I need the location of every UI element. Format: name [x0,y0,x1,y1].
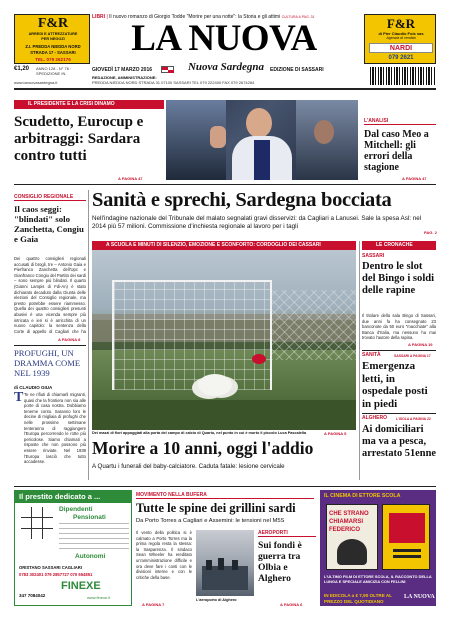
left-col-rule [14,345,86,346]
raised-hand [210,126,226,148]
sport-ref[interactable]: A PAGINA 47 [118,176,143,181]
emergenza-ref[interactable]: SASSARI A PAGINA 17 [394,354,431,358]
date: GIOVEDÌ 17 MARZO 2016 [92,67,153,73]
right-ad-phone: 079 2621 [388,55,414,61]
left-ad-box[interactable] [14,14,90,64]
fence [272,290,356,360]
bingo-kicker: LE CRONACHE [362,241,436,250]
finexe-number: 347 7084042 [19,593,46,598]
bingo-body: Il titolare della sala Bingo di Sassari, due anni fa ha consegnato 23 banconote da 50 euro "macchiate" alla Banca d'Italia, ma nessuno ha mai trovato l'autore della rapina. [362,313,436,341]
right-ad-line2: Agenzia di vendita [386,36,416,40]
finexe-sub1: Dipendenti [59,506,93,513]
grillini-body: Il vento della politica si è calmato a Porto Torres ma la prima regola resta la stessa: la trasparenza. Il sindaco Sean Wheeler ha ereditato un'amministrazione difficile e ora deve fare i conti con le divisioni interne e con le critiche della base. [136,530,192,580]
top-row-rule [14,184,436,185]
sport-photo [166,100,358,180]
goal-net [112,280,272,390]
photo-caption: Dei mazzi di fiori appoggiati alla porta del campo di calcio di Quartu, nel punto in cui è morto il piccolo Luca Pascalella [92,431,307,435]
cinema-edicola: IN EDICOLA a € 7,90 OLTRE AL PREZZO DEL QUOTIDIANO [324,593,392,604]
left-col-divider [88,190,89,480]
flowers [198,374,232,396]
right-ad-brand-strip [369,43,433,53]
address: PREDDA NIEDDA NORD STRADA 31 07100 SASSARI TEL 079 222400 FAX 079 2674284 [92,80,255,85]
emergenza-headline[interactable]: Emergenza letti, in ospedale posti in piedi [362,360,428,410]
grillini-headline[interactable]: Tutte le spine dei grillini sardi [136,501,296,515]
flag-icon [161,66,174,73]
staff-label: REDAZIONE, AMMINISTRAZIONE: [92,75,157,80]
cinema-book-line2: CHIAMARSI [329,519,363,525]
finexe-ad[interactable] [14,490,132,606]
alghero-headline[interactable]: Ai domiciliari ma va a pesca, arrestato 51enne [362,424,436,459]
analisi-kicker: L'ANALISI [364,118,436,125]
main-headline[interactable]: Sanità e sprechi, Sardegna bocciata [92,189,392,211]
grillini-kicker: MOVIMENTO NELLA BUFERA [136,492,314,499]
masthead-title[interactable]: LA NUOVA [131,18,317,59]
cinema-book-line1: CHE STRANO [329,511,369,517]
left-ad-phone: TEL. 079 262176 [35,57,71,62]
small-print: ANNO 128 - N° 76 · SPEDIZIONE IN [36,66,72,76]
speaker-head [246,108,272,138]
profughi-headline[interactable]: PROFUGHI, UN DRAMMA COME NEL 1939 [14,348,81,378]
finexe-brand: FINEXE [61,580,101,592]
finexe-lines [59,523,129,553]
right-ad-box[interactable] [364,14,436,64]
right-ad-line1: di Pier Claudio Fois sas [378,31,424,36]
aeroporti-headline[interactable]: Sui fondi è guerra tra Olbia e Alghero [258,540,302,584]
left-ad-line1: ARREDI E ATTREZZATURE [28,32,78,36]
libri-tag: LIBRI [92,14,106,20]
finexe-web[interactable]: www.finexe.it [87,595,111,600]
cinema-book-line3: FEDERICO [329,527,361,533]
photo-kicker: A SCUOLA E MINUTI DI SILENZIO, EMOZIONE E SCONFORTO: CORDOGLIO DEI CASSARI [92,241,356,250]
photo-headline[interactable]: Morire a 10 anni, oggi l'addio [92,438,314,458]
grillini-ref[interactable]: A PAGINA 7 [142,602,165,607]
libri-ref: CULTURA A PAG. 31 [281,15,315,19]
main-deck: Nell'indagine nazionale del Tribunale del malato segnalati gravi disservizi: da Cagliari a Lanusei. Sale la spesa Asl: nel 2014 più 57 milioni. Commissione d'inchiesta regionale al lavoro per i tagli [92,215,422,230]
right-ad-brand: NARDI [389,45,413,52]
cinema-kicker: IL CINEMA DI ETTORE SCOLA [324,493,401,499]
profughi-byline: di CLAUDIO GIUA [14,385,53,390]
consiglio-ref[interactable]: A PAGINA 8 [58,337,81,342]
bingo-pretitle: SASSARI [362,253,385,259]
profughi-body: Te ne rifiuti di chiamarli migranti, quasi che la frontiera non sia alle porte di casa nostra. Dobbiamo tenerne conto. Saranno loro le decine di migliaia di profughi che nelle prossime settimane tenteranno di raggiungere l'Europa percorrendo le rotte più pericolose. Siamo chiamati a risposte che non possono più essere rinviate. Nel 1939 l'Europa lasciò che tutto accadesse. [24,392,86,465]
price: €1,20 [14,66,30,72]
aeroporti-ref[interactable]: A PAGINA 6 [280,602,303,607]
alghero-ref[interactable]: L'ISOLA A PAGINA 22 [396,417,431,421]
photo-deck: A Quartu i funerali del baby-calciatore. Caduta fatale: lesione cervicale [92,463,285,470]
finexe-offices: ORISTANO SASSARI CAGLIARI [19,565,82,570]
photo-memorial [92,250,356,430]
sport-headline[interactable]: Scudetto, Eurocup e arbitraggi: Sardara contro tutti [14,114,144,164]
masthead-rule [14,88,436,90]
analisi-headline[interactable]: Dal caso Meo a Mitchell: gli errori della stagione [364,129,429,173]
sport-kicker: IL PRESIDENTE E LA CRISI DINAMO [14,100,164,109]
grillini-caption: L'aeroporto di Alghero [196,598,237,602]
right-col-divider [359,241,360,480]
right-ad-logo: F&R [386,16,416,31]
right-rule-1 [362,350,436,351]
left-ad-line2: PER NEGOZI [41,37,65,41]
bingo-headline[interactable]: Dentro le slot del Bingo i soldi delle rapine [362,261,435,296]
cinema-book-spine [382,504,430,570]
main-ref[interactable]: PAG. 2 [424,230,437,235]
bottom-section-rule [14,486,436,487]
tic-tac-toe-icon [21,507,53,539]
photo-ref[interactable]: A PAGINA 5 [324,431,347,436]
edition-label: EDIZIONE DI SASSARI [270,67,324,73]
finexe-sub3: Autonomi [75,553,106,560]
cinema-ad[interactable] [320,490,436,606]
barcode [370,67,436,85]
consiglio-body: Dei quattro consiglieri regionali accusati di brogli, tre – Antonio Gaia e Pierfranco Zanchetta dell'Upc e Gianfranco Congiu del Partito dei sardi – sono sempre più blindati. Il quarto (Gianni Lampis di Fdi-An) è stato dichiarato decaduto dalla Giunta delle elezioni del Consiglio regionale, ma presto potrebbe essere riammesso. Quella dei quattro consiglieri presunti abusivi è una vicenda sempre più intricata e ieri si è arricchita di un nuovo capitolo: la sentenza della Corte di appello di Cagliari che ha [14,256,86,334]
website[interactable]: www.lanuovasardegna.it [14,80,58,85]
bingo-ref[interactable]: A PAGINA 19 [408,342,433,347]
grillini-deck: Da Porto Torres a Cagliari e Assemini: le tensioni nel M5S [136,518,285,524]
grillini-photo [196,530,254,596]
libri-divider: | [106,14,108,20]
aeroporti-kicker: AEROPORTI [258,530,316,537]
consiglio-headline[interactable]: Il caos seggi: "blindati" solo Zanchetta, Congiu e Gaia [14,204,84,244]
analisi-ref[interactable]: A PAGINA 47 [402,176,427,181]
cinema-brand: LA NUOVA [404,594,435,600]
left-ad-logo: F&R [37,16,69,31]
finexe-title: Il prestito dedicato a ... [19,492,101,501]
cinema-footer: L'ULTIMO FILM DI ETTORE SCOLA, IL RACCONTO DELLA LUNGA E SPECIALE AMICIZIA CON FELLINI [324,574,432,584]
red-flowers [252,354,266,364]
emergenza-pretitle: SANITÀ [362,352,381,358]
left-ad-address1: Z.I. PREDDA NIEDDA NORD [25,44,81,49]
finexe-phones: 0783 302401 079 2857727 070 654851 [19,572,93,577]
finexe-sub2: Pensionati [73,514,106,521]
consiglio-kicker: CONSIGLIO REGIONALE [14,194,86,201]
right-rule-2 [362,413,436,414]
cinema-book-cover [326,504,378,570]
left-ad-address2: STRADA 17 - SASSARI [30,50,76,55]
libri-text: Il nuovo romanzo di Giorgio Todde "Morire per una notte": la Storia e gli attimi [109,14,281,20]
profughi-dropcap: T [14,390,24,405]
alghero-pretitle: ALGHERO [362,415,387,421]
masthead-subtitle: Nuova Sardegna [187,61,265,73]
